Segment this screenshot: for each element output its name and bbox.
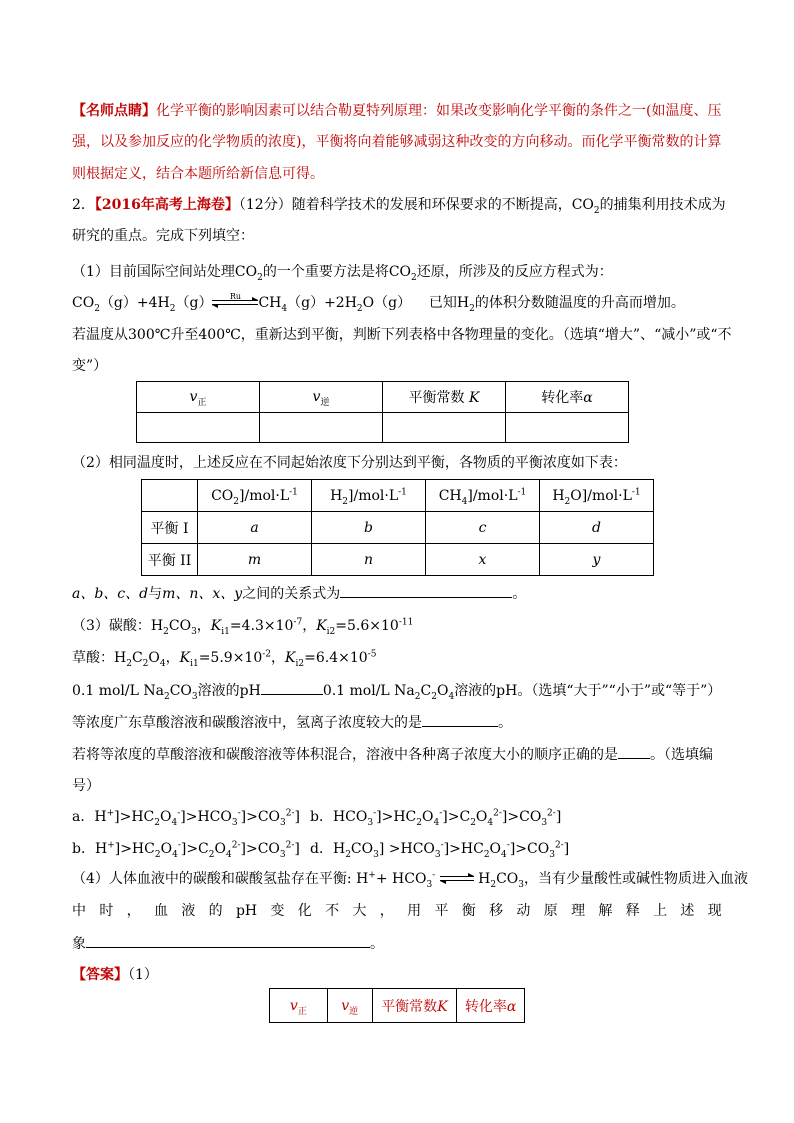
reversible-arrow-icon	[440, 873, 474, 885]
q2-part2-relation: a、b、c、d与m、n、x、y之间的关系式为 。	[72, 583, 722, 604]
header-co2: $CO_2]/mol\cdot L^{-1}$	[198, 480, 312, 512]
q2-part4-line3: 象 。	[72, 933, 722, 954]
q2-part4-line1: （4）人体血液中的碳酸和碳酸氢盐存在平衡: $H^++ HCO_3^-$ $H_2CO_3$，当有少量酸性或碱性物质进入血液	[72, 870, 749, 890]
answer-header: 【答案】（1）	[72, 967, 158, 983]
answer-cell[interactable]	[137, 413, 260, 443]
table-row: 平衡 II m n x y	[142, 544, 654, 576]
answer-cell[interactable]	[506, 413, 629, 443]
option-d: d．$H_2CO_3] >HCO_3^-]>HC_2O_4^-]>CO_3^{2-}$]	[310, 840, 570, 860]
explanation-blank[interactable]	[86, 933, 370, 948]
answer-cell[interactable]	[383, 413, 506, 443]
answer-cell[interactable]	[260, 413, 383, 443]
tip-line-2: 强，以及参加反应的化学物质的浓度)，平衡将向着能够减弱这种改变的方向移动。而化学平衡常数的计算	[72, 134, 722, 150]
header-ch4: $CH_4]/mol\cdot L^{-1}$	[426, 480, 540, 512]
q2-part3-carbonic: （3）碳酸：$H_2CO_3$，$K_{i1}=4.3\times 10^{-7}$，$K_{i2}=5.6\times 10^{-11}$	[72, 617, 414, 637]
q2-part1-line3: 若温度从300℃升至400℃，重新达到平衡，判断下列表格中各物理量的变化。（选填“增大”、“减小”或“不	[72, 327, 732, 343]
answer-header-v-reverse: $v_逆$	[327, 989, 372, 1023]
q2-part3-mix: 若将等浓度的草酸溶液和碳酸溶液等体积混合，溶液中各种离子浓度大小的顺序正确的是 。（选填编	[72, 744, 722, 765]
option-row-1	[72, 807, 722, 827]
option-row-2	[72, 839, 722, 859]
tip-line-1: 【名师点睛】化学平衡的影响因素可以结合勒夏特列原理：如果改变影响化学平衡的条件之一(如温度、压	[72, 103, 722, 119]
answer-table	[269, 988, 525, 1023]
answer-header-v-forward: $v_正$	[270, 989, 328, 1023]
q2-source-tag: 【2016年高考上海卷】	[94, 197, 239, 213]
q2-intro-2: 研究的重点。完成下列填空：	[72, 228, 254, 244]
empty-corner-cell	[142, 480, 198, 512]
q2-part2-intro: （2）相同温度时，上述反应在不同起始浓度下分别达到平衡，各物质的平衡浓度如下表：	[72, 455, 627, 471]
answer-header-k: 平衡常数K	[372, 989, 457, 1023]
header-conversion-rate: 转化率α	[506, 382, 629, 413]
change-table	[136, 381, 629, 443]
relation-answer-blank[interactable]	[340, 583, 512, 598]
q2-part4-line2: 中 时 ， 血 液 的 pH 变 化 不 大 ， 用 平 衡 移 动 原 理 解 释 上 述 现	[72, 903, 722, 919]
answer-tag: 【答案】	[72, 967, 128, 983]
q2-header: 2．【2016年高考上海卷】（12分）随着科学技术的发展和环保要求的不断提高，$CO_2$的捕集利用技术成为	[72, 197, 726, 216]
option-choice-blank[interactable]	[618, 744, 650, 759]
q2-equation: $CO_2(g)+4H_2(g)$ Ru $CH_4(g)+2H_2O(g)$ 已知$H_2$的体积分数随温度的升高而增加。	[72, 292, 685, 314]
q2-part3-oxalic: 草酸：$H_2C_2O_4$，$K_{i1}=5.9\times 10^{-2}$，$K_{i2}=6.4\times 10^{-5}$	[72, 649, 377, 669]
tip-line-3: 则根据定义，结合本题所给新信息可得。	[72, 166, 324, 182]
header-h2o: $H_2O]/mol\cdot L^{-1}$	[540, 480, 654, 512]
ph-compare-blank[interactable]	[261, 680, 323, 695]
q2-part3-mix-2: 号）	[72, 778, 100, 794]
q2-part3-hydrogen: 等浓度广东草酸溶液和碳酸溶液中，氢离子浓度较大的是 。	[72, 712, 722, 733]
header-v-forward: $v_正$	[137, 382, 260, 413]
tip-tag: 【名师点睛】	[72, 103, 156, 119]
header-equilibrium-constant: 平衡常数 K	[383, 382, 506, 413]
q2-part1-line4: 变”）	[72, 358, 108, 374]
option-c: b．$H^+]>HC_2O_4^-]>C_2O_4^{2-}]>CO_3^{2-}$]	[72, 840, 300, 860]
answer-header-alpha: 转化率α	[457, 989, 525, 1023]
header-v-reverse: $v_逆$	[260, 382, 383, 413]
header-h2: $H_2]/mol\cdot L^{-1}$	[312, 480, 426, 512]
concentration-table	[141, 479, 654, 576]
option-b: b．$HCO_3^-]>HC_2O_4^-]>C_2O_4^{2-}]>CO_3^{2-}$]	[310, 808, 562, 828]
table-row: 平衡 I a b c d	[142, 512, 654, 544]
q2-part3-ph-compare: 0.1 mol/L $Na_2CO_3$溶液的pH 0.1 mol/L $Na_2C_2O_4$溶液的pH。（选填“大于”“小于”或“等于”）	[72, 680, 722, 701]
reversible-arrow-icon: Ru	[212, 297, 258, 309]
hydrogen-ion-blank[interactable]	[422, 712, 498, 727]
option-a: a．$H^+]>HC_2O_4^-]>HCO_3^-]>CO_3^{2-}$]	[72, 808, 300, 828]
q2-part1-line1: （1）目前国际空间站处理$CO_2$的一个重要方法是将$CO_2$还原，所涉及的反应方程式为：	[72, 264, 613, 283]
